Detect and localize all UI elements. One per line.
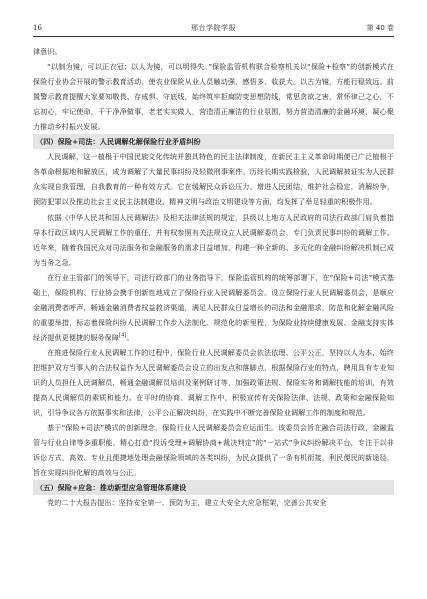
paragraph: 律意识。 [33, 47, 62, 56]
paragraph: 党的二十大报告提出：坚持安全第一、预防为主，建立大安全大应急框架，完善公共安全 [47, 498, 327, 508]
citation-marker: [4] [119, 332, 127, 339]
journal-title: 邢台学院学报 [191, 24, 236, 32]
paragraph: 在推进保险行业人民调解工作的过程中，保险行业人民调解委员会依法依理、公平公正，坚持以人为本，始终把维护双方当事人的合法权益作为人民调解委员会设立的出发点和落脚点，根据保险行业的特点，聘用具有专业知识的人员担任人民调解员，畅通金融调解员培训及案例研讨等，加强政策法规、保险实务和调解技能的培训，有效提高人民调解员的素质和能力。在平时的协商、调解工作中，积极宣传有关保险法律、法规、政策和金融保险知识，引导争议各方依据事实和法律，公平公正解决纠纷，在实践中不断完善保险业调解工作的制度和规范。 [33, 347, 394, 418]
paragraph: 在行业主管部门的领导下，司法行政部门的业务指导下，保险监管机构的统筹部署下，在“保险+司法”模式基础上，保险机构、行业协会携手创新性地成立了保险行业人民调解委员会。设立保险行业人民调解委员会，是顺应金融消费者呼声，畅通金融消费者权益救济渠道，满足人民群众日益增长的司法和金融需求，防范和化解金融风险的重要举措，标志着保险纠纷人民调解工作步入法制化、规范化的新里程，为保险业持续健康发展、金融支持实体经济提供更便捷的服务保障[4]。 [33, 272, 394, 342]
paragraph: 基于“保险+司法”模式的创新理念，保险行业人民调解委员会应运而生。该委员会旨在融合司法行政，金融监管与行业自律等多重职能，精心打造“投诉受理+调解协商+裁决判定”的“一站式”争议纠纷解决平台，专注于以非诉讼方式，高效、专业且便捷地处理金融保险领域的各类纠纷，为民众提供了一条有机衔接，利民便民的新途径，旨在实现纠纷化解的高效与公正。 [33, 423, 394, 478]
paragraph: 依据《中华人民共和国人民调解法》及相关法律法规的规定，县级以上地方人民政府的司法行政部门肩负着指导本行政区域内人民调解工作的重任，并有权参照有关法规设立人民调解委员会，专门负责民事纠纷的调解工作。近年来，随着我国民众对司法服务和金融服务的需求日益增加，构建一种全新的、多元化的金融纠纷解决机制已成为当务之急。 [33, 212, 394, 267]
section-heading: （五）保险+应急：推动新型应急管理体系建设 [33, 480, 394, 495]
article-body [33, 44, 394, 510]
paragraph: “以制为镜，可以正衣冠；以人为镜，可以明得失。”保险监管机构联合检察机关以“保险+检察”的创新模式在保险行业协会开展的警示教育活动，使农业保险从业人员触动强、感悟多、收获大。以古为镜，方能行稳致远。前置警示教育提醒大家要知敬畏、存戒惧、守底线，始终筑牢拒腐防变思想防线，常思贪欲之害，常怀律己之心，不忘初心，牢记使命，干干净净做事，老老实实做人，营造清正廉洁的行业氛围，努力营造清廉的金融环境，凝心聚力推动乡村振兴发展。 [33, 62, 394, 132]
volume-label: 第 40 卷 [366, 24, 394, 32]
section-heading: （四）保险+司法：人民调解化解保险行业矛盾纠纷 [33, 134, 394, 149]
page-number: 16 [33, 24, 42, 32]
paragraph: 人民调解，这一植根于中国民族文化传统并独具特色的民主法律制度，在新民主主义革命时期便已广泛植根于各革命根据地和解放区，成为调解了大量民事纠纷及轻微刑事案件。历经长期实践检验，人民调解被证实为人民群众实现自我管理，自我教育的一种有效方式。它在缓解民众诉讼压力、增进人民团结，维护社会稳定，消解纷争，预防犯罪以及推动社会主义民主法制建设、精神文明与政治文明建设等方面，均发挥了举足轻重的积极作用。 [33, 152, 394, 207]
running-header [33, 22, 394, 37]
